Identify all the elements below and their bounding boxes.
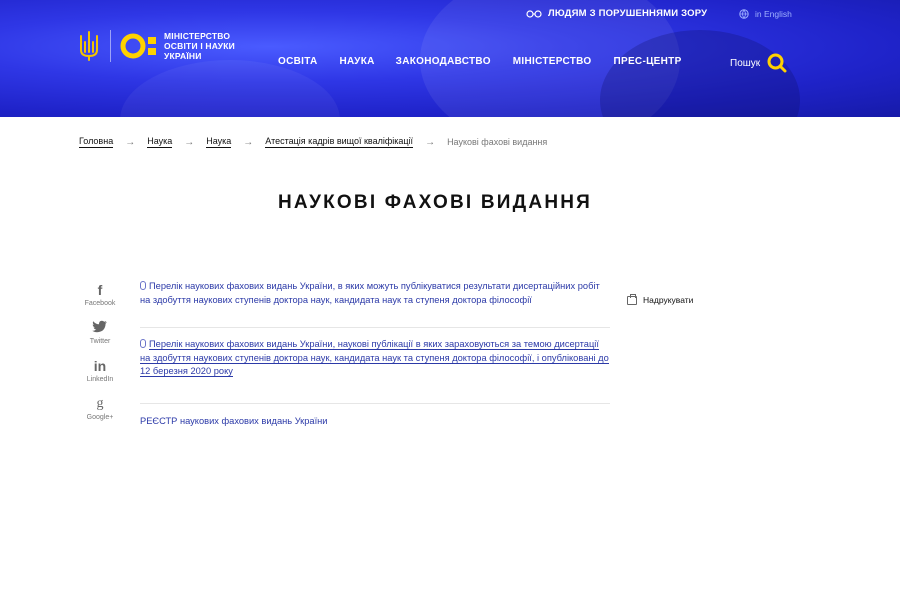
share-linkedin[interactable] — [82, 358, 118, 383]
linkedin-icon: in — [93, 358, 107, 374]
document-link[interactable]: Перелік наукових фахових видань України, в яких можуть публікуватися результати дисертаційних робіт на здобуття наукових ступенів доктора наук, кандидата наук та ступеня доктора філософії — [140, 281, 600, 305]
nav-item-education[interactable]: ОСВІТА — [278, 56, 318, 67]
search-label: Пошук — [730, 57, 761, 69]
ministry-logo-icon[interactable] — [120, 31, 160, 61]
vision-impaired-link[interactable] — [526, 8, 707, 19]
share-panel — [82, 282, 118, 434]
nav-item-ministry[interactable]: МІНІСТЕРСТВО — [512, 56, 592, 67]
site-header — [0, 0, 900, 117]
list-item — [140, 280, 610, 328]
nav-item-science[interactable]: НАУКА — [339, 56, 375, 67]
print-button[interactable] — [627, 295, 693, 305]
arrow-right-icon: → — [125, 136, 136, 148]
share-label: Twitter — [89, 338, 111, 345]
header-decoration — [120, 60, 340, 117]
language-label: in English — [755, 9, 792, 19]
breadcrumb-link[interactable]: Головна — [79, 136, 114, 146]
nav-item-legislation[interactable]: ЗАКОНОДАВСТВО — [395, 56, 491, 67]
arrow-right-icon: → — [425, 136, 436, 148]
search-icon — [766, 52, 788, 74]
share-twitter[interactable] — [82, 320, 118, 345]
breadcrumb-link[interactable]: Атестація кадрів вищої кваліфікації — [265, 136, 414, 146]
share-label: Google+ — [86, 414, 114, 421]
ministry-name-line: ОСВІТИ І НАУКИ — [164, 41, 235, 51]
google-plus-icon: g — [96, 396, 104, 411]
search-button[interactable] — [730, 52, 788, 74]
ministry-name-line: МІНІСТЕРСТВО — [164, 31, 231, 41]
printer-icon — [627, 296, 637, 305]
glasses-icon — [526, 9, 542, 18]
page-title: НАУКОВІ ФАХОВІ ВИДАННЯ — [277, 192, 593, 213]
ministry-name-line: УКРАЇНИ — [164, 51, 202, 61]
language-switch[interactable] — [739, 9, 792, 19]
arrow-right-icon: → — [243, 136, 254, 148]
document-link[interactable]: РЕЄСТР наукових фахових видань України — [140, 415, 328, 426]
breadcrumb-link[interactable]: Наука — [206, 136, 232, 146]
attachment-icon — [140, 339, 146, 348]
attachment-icon — [140, 281, 146, 290]
share-label: LinkedIn — [86, 376, 114, 383]
share-google-plus[interactable] — [82, 396, 118, 421]
documents-list — [140, 280, 610, 428]
arrow-right-icon: → — [184, 136, 195, 148]
print-label: Надрукувати — [643, 295, 694, 305]
list-item — [140, 328, 610, 404]
facebook-icon: f — [97, 282, 103, 298]
share-facebook[interactable] — [82, 282, 118, 307]
document-link[interactable]: Перелік наукових фахових видань України, наукові публікації в яких зараховуються за темою дисертації на здобуття наукових ступенів доктора наук, кандидата наук та ступеня доктора філософії, і опубліковані до 12 березня 2020 року — [140, 339, 609, 376]
main-nav — [278, 56, 682, 67]
vision-impaired-label: ЛЮДЯМ З ПОРУШЕННЯМИ ЗОРУ — [548, 8, 708, 19]
list-item — [140, 404, 610, 429]
logo-divider — [110, 30, 111, 62]
globe-icon — [739, 9, 749, 19]
breadcrumb-current: Наукові фахові видання — [447, 136, 548, 147]
breadcrumb — [79, 136, 547, 148]
twitter-icon — [82, 320, 118, 336]
nav-item-press-center[interactable]: ПРЕС-ЦЕНТР — [613, 56, 682, 67]
trident-icon — [78, 30, 100, 62]
breadcrumb-link[interactable]: Наука — [147, 136, 173, 146]
ministry-name[interactable] — [164, 31, 264, 61]
share-label: Facebook — [84, 300, 116, 307]
